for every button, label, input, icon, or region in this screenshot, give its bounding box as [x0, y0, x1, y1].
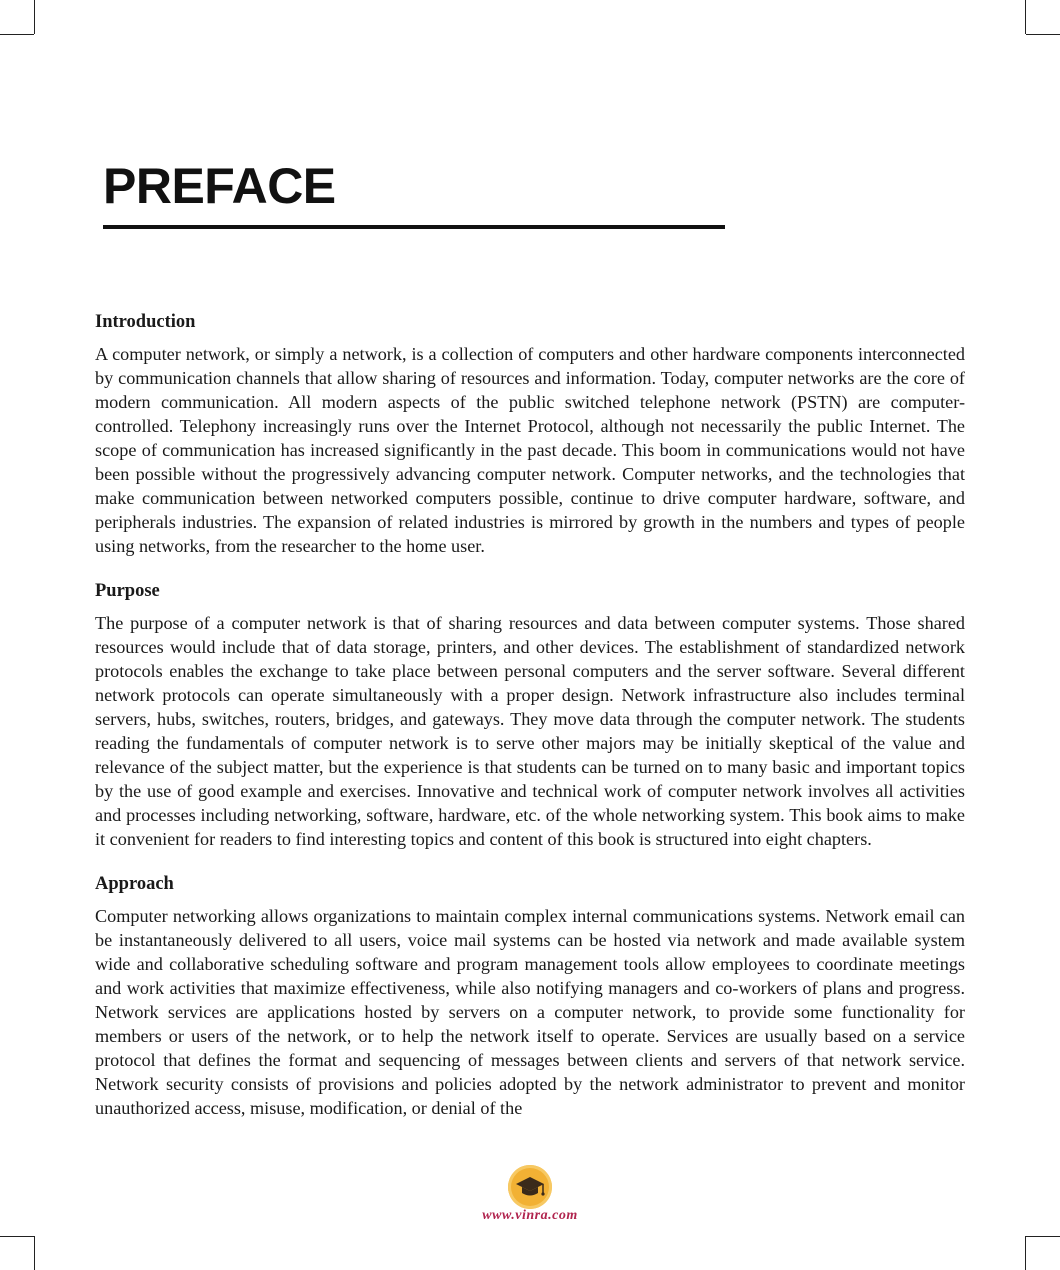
preface-body — [95, 310, 965, 1141]
section-paragraph: The purpose of a computer network is that of sharing resources and data between computer systems. Those shared resources would include that of data storage, printers, and other devices. The establishment of standardized network protocols enables the exchange to take place between personal computers and the server software. Several different network protocols can operate simultaneously with a proper design. Network infrastructure also includes terminal servers, hubs, switches, routers, bridges, and gateways. They move data through the computer network. The students reading the fundamentals of computer network is to serve other majors may be initially skeptical of the value and relevance of the subject matter, but the experience is that students can be turned on to many basic and important topics by the use of good example and exercises. Innovative and technical work of computer network involves all activities and processes including networking, software, hardware, etc. of the whole networking system. This book aims to make it convenient for readers to find interesting topics and content of this book is structured into eight chapters. — [95, 613, 965, 849]
crop-mark — [1026, 34, 1060, 35]
crop-mark — [34, 1236, 35, 1270]
section-paragraph: A computer network, or simply a network, is a collection of computers and other hardware components interconnected by communication channels that allow sharing of resources and information. Today, computer networks are the core of modern communication. All modern aspects of the public switched telephone network (PSTN) are computer-controlled. Telephony increasingly runs over the Internet Protocol, although not necessarily the public Internet. The scope of communication has increased significantly in the past decade. This boom in communications would not have been possible without the progressively advancing computer network. Computer networks, and the technologies that make communication between networked computers possible, continue to drive computer hardware, software, and peripherals industries. The expansion of related industries is mirrored by growth in the numbers and types of people using networks, from the researcher to the home user. — [95, 344, 965, 556]
section-approach — [95, 872, 965, 1120]
section-heading: Purpose — [95, 581, 160, 601]
publisher-url-link[interactable]: www.vinra.com — [482, 1208, 578, 1223]
crop-mark — [1025, 0, 1026, 34]
section-paragraph: Computer networking allows organizations to maintain complex internal communications systems. Network email can be instantaneously delivered to all users, voice mail systems can be hosted via network and made available system wide and collaborative scheduling software and program management tools allow employees to coordinate meetings and work activities that maximize effectiveness, while also notifying managers and co-workers of plans and progress. Network services are applications hosted by servers on a computer network, to provide some functionality for members or users of the network, or to help the network itself to operate. Services are usually based on a service protocol that defines the format and sequencing of messages between clients and servers of that network service. Network security consists of provisions and policies adopted by the network administrator to prevent and monitor unauthorized access, misuse, modification, or denial of the — [95, 906, 965, 1118]
section-heading: Approach — [95, 874, 174, 894]
crop-mark — [1025, 1236, 1026, 1270]
crop-mark — [0, 1236, 34, 1237]
section-heading: Introduction — [95, 312, 196, 332]
crop-mark — [1026, 1236, 1060, 1237]
graduation-cap-icon — [508, 1165, 552, 1209]
crop-mark — [34, 0, 35, 34]
crop-mark — [0, 34, 34, 35]
section-introduction — [95, 310, 965, 558]
section-purpose — [95, 579, 965, 851]
title-underline — [103, 225, 725, 229]
page-title: PREFACE — [103, 158, 336, 214]
publisher-logo — [508, 1165, 552, 1209]
